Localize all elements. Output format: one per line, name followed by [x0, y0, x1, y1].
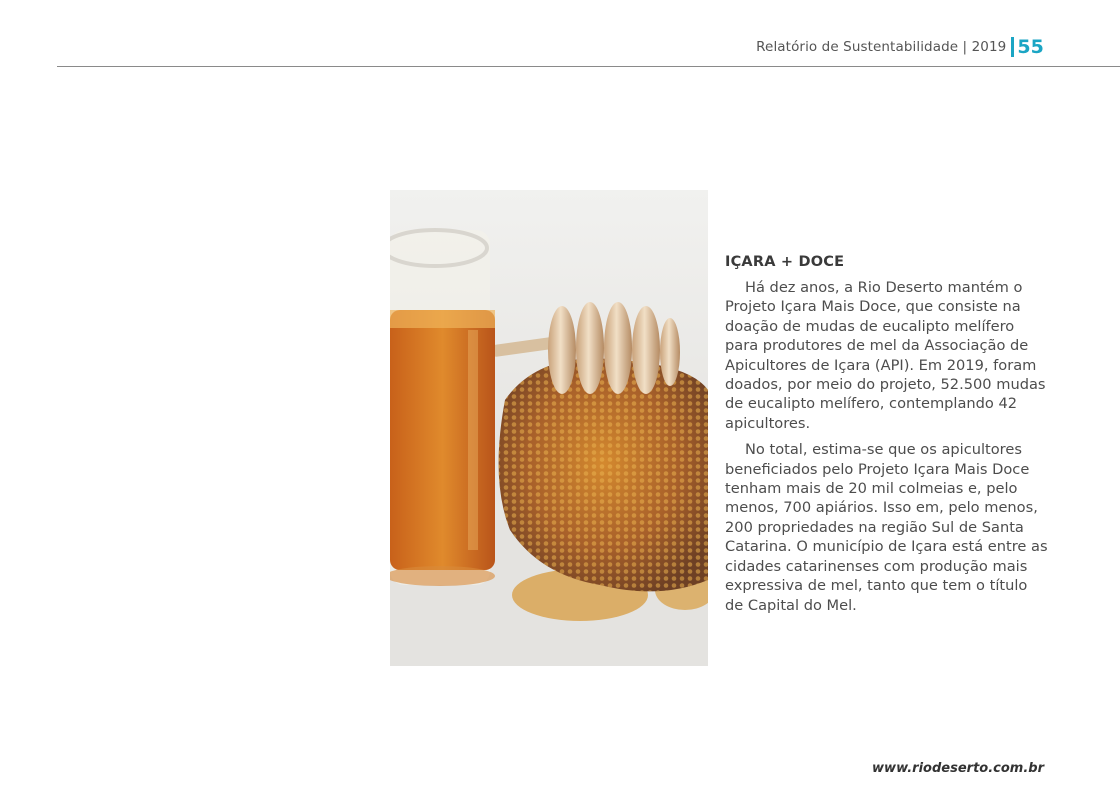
website-url: www.riodeserto.com.br: [872, 761, 1044, 776]
page-number: 55: [1017, 36, 1044, 58]
article: [725, 254, 1050, 622]
accent-bar: [1011, 37, 1014, 57]
report-title: Relatório de Sustentabilidade | 2019: [756, 39, 1007, 55]
article-heading: IÇARA + DOCE: [725, 254, 845, 270]
header-divider: [57, 66, 1120, 67]
honey-photo: [390, 190, 708, 666]
article-paragraph: Há dez anos, a Rio Deserto mantém o Projeto Içara Mais Doce, que consiste na doação de mudas de eucalipto melífero para produtores de mel da Associação de Apicultores de Içara (API). Em 2019, foram doados, por meio do projeto, 52.500 mudas de eucalipto melífero, contemplando 42 apicultores.: [725, 279, 1046, 432]
article-paragraph: No total, estima-se que os apicultores beneficiados pelo Projeto Içara Mais Doce tenham mais de 20 mil colmeias e, pelo menos, 700 apiários. Isso em, pelo menos, 200 propriedades na região Sul de Santa Catarina. O município de Içara está entre as cidades catarinenses com produção mais expressiva de mel, tanto que tem o título de Capital do Mel.: [725, 441, 1048, 614]
honey-jar-honeycomb-dipper-photo: [390, 190, 708, 666]
page-header: [756, 36, 1044, 58]
